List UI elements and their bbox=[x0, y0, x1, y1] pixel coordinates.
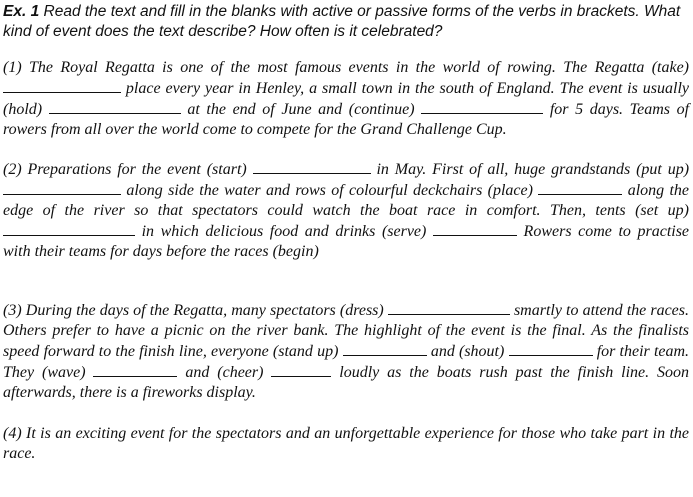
paragraph-2-text: in May. First of all, huge grandstands (put up) bbox=[376, 161, 690, 178]
paragraph-2-text: (2) Preparations for the event (start) bbox=[3, 161, 247, 178]
answer-blank[interactable] bbox=[343, 341, 427, 356]
paragraph-1 bbox=[3, 58, 689, 140]
paragraph-3-text: for their team. They (wave) bbox=[3, 343, 690, 381]
exercise-page bbox=[3, 2, 689, 464]
exercise-heading bbox=[3, 2, 689, 42]
answer-blank[interactable] bbox=[253, 159, 371, 174]
paragraph-3-text: loudly as the boats rush past the finish line. Soon afterwards, there is a fireworks display. bbox=[3, 364, 690, 401]
paragraph-4 bbox=[3, 424, 689, 464]
answer-blank[interactable] bbox=[433, 221, 517, 236]
answer-blank[interactable] bbox=[509, 341, 593, 356]
answer-blank[interactable] bbox=[421, 99, 543, 114]
answer-blank[interactable] bbox=[3, 180, 121, 195]
paragraph-2-text: in which delicious food and drinks (serve) bbox=[141, 223, 427, 240]
paragraph-2-text: Rowers come to practise with their teams for days before the races (begin) bbox=[3, 223, 690, 260]
paragraph-1-text: for 5 days. Teams of rowers from all over the world come to compete for the Grand Challenge Cup. bbox=[3, 101, 690, 138]
paragraph-3 bbox=[3, 300, 689, 403]
paragraph-3-text: and (cheer) bbox=[185, 364, 264, 381]
paragraph-3-text: (3) During the days of the Regatta, many spectators (dress) bbox=[3, 302, 384, 319]
answer-blank[interactable] bbox=[3, 78, 121, 93]
exercise-instruction: Read the text and fill in the blanks with active or passive forms of the verbs in brackets. What kind of event does the text describe? How often is it celebrated? bbox=[3, 3, 681, 40]
paragraph-1-text: at the end of June and (continue) bbox=[187, 101, 415, 118]
paragraph-1-text: place every year in Henley, a small town in the south of England. The event is usually (hold) bbox=[3, 80, 689, 118]
answer-blank[interactable] bbox=[49, 99, 181, 114]
paragraph-2-text: along side the water and rows of colourful deckchairs (place) bbox=[126, 182, 533, 199]
paragraph-2-text: along the edge of the river so that spectators could watch the boat race in comfort. Then, tents (set up) bbox=[3, 182, 690, 219]
answer-blank[interactable] bbox=[388, 300, 510, 315]
paragraph-2 bbox=[3, 159, 689, 262]
answer-blank[interactable] bbox=[538, 180, 622, 195]
paragraph-1-text: (1) The Royal Regatta is one of the most famous events in the world of rowing. The Regatta (take) bbox=[3, 59, 689, 76]
paragraph-4-text: (4) It is an exciting event for the spectators and an unforgettable experience for those who take part in the race. bbox=[3, 425, 689, 462]
answer-blank[interactable] bbox=[93, 362, 177, 377]
answer-blank[interactable] bbox=[271, 362, 331, 377]
paragraph-3-text: smartly to attend the races. Others prefer to have a picnic on the river bank. The highlight of the event is the final. As the finalists speed forward to the finish line, everyone (stand up) bbox=[3, 302, 690, 360]
answer-blank[interactable] bbox=[3, 221, 135, 236]
paragraph-3-text: and (shout) bbox=[430, 343, 505, 360]
exercise-number: Ex. 1 bbox=[3, 3, 40, 20]
